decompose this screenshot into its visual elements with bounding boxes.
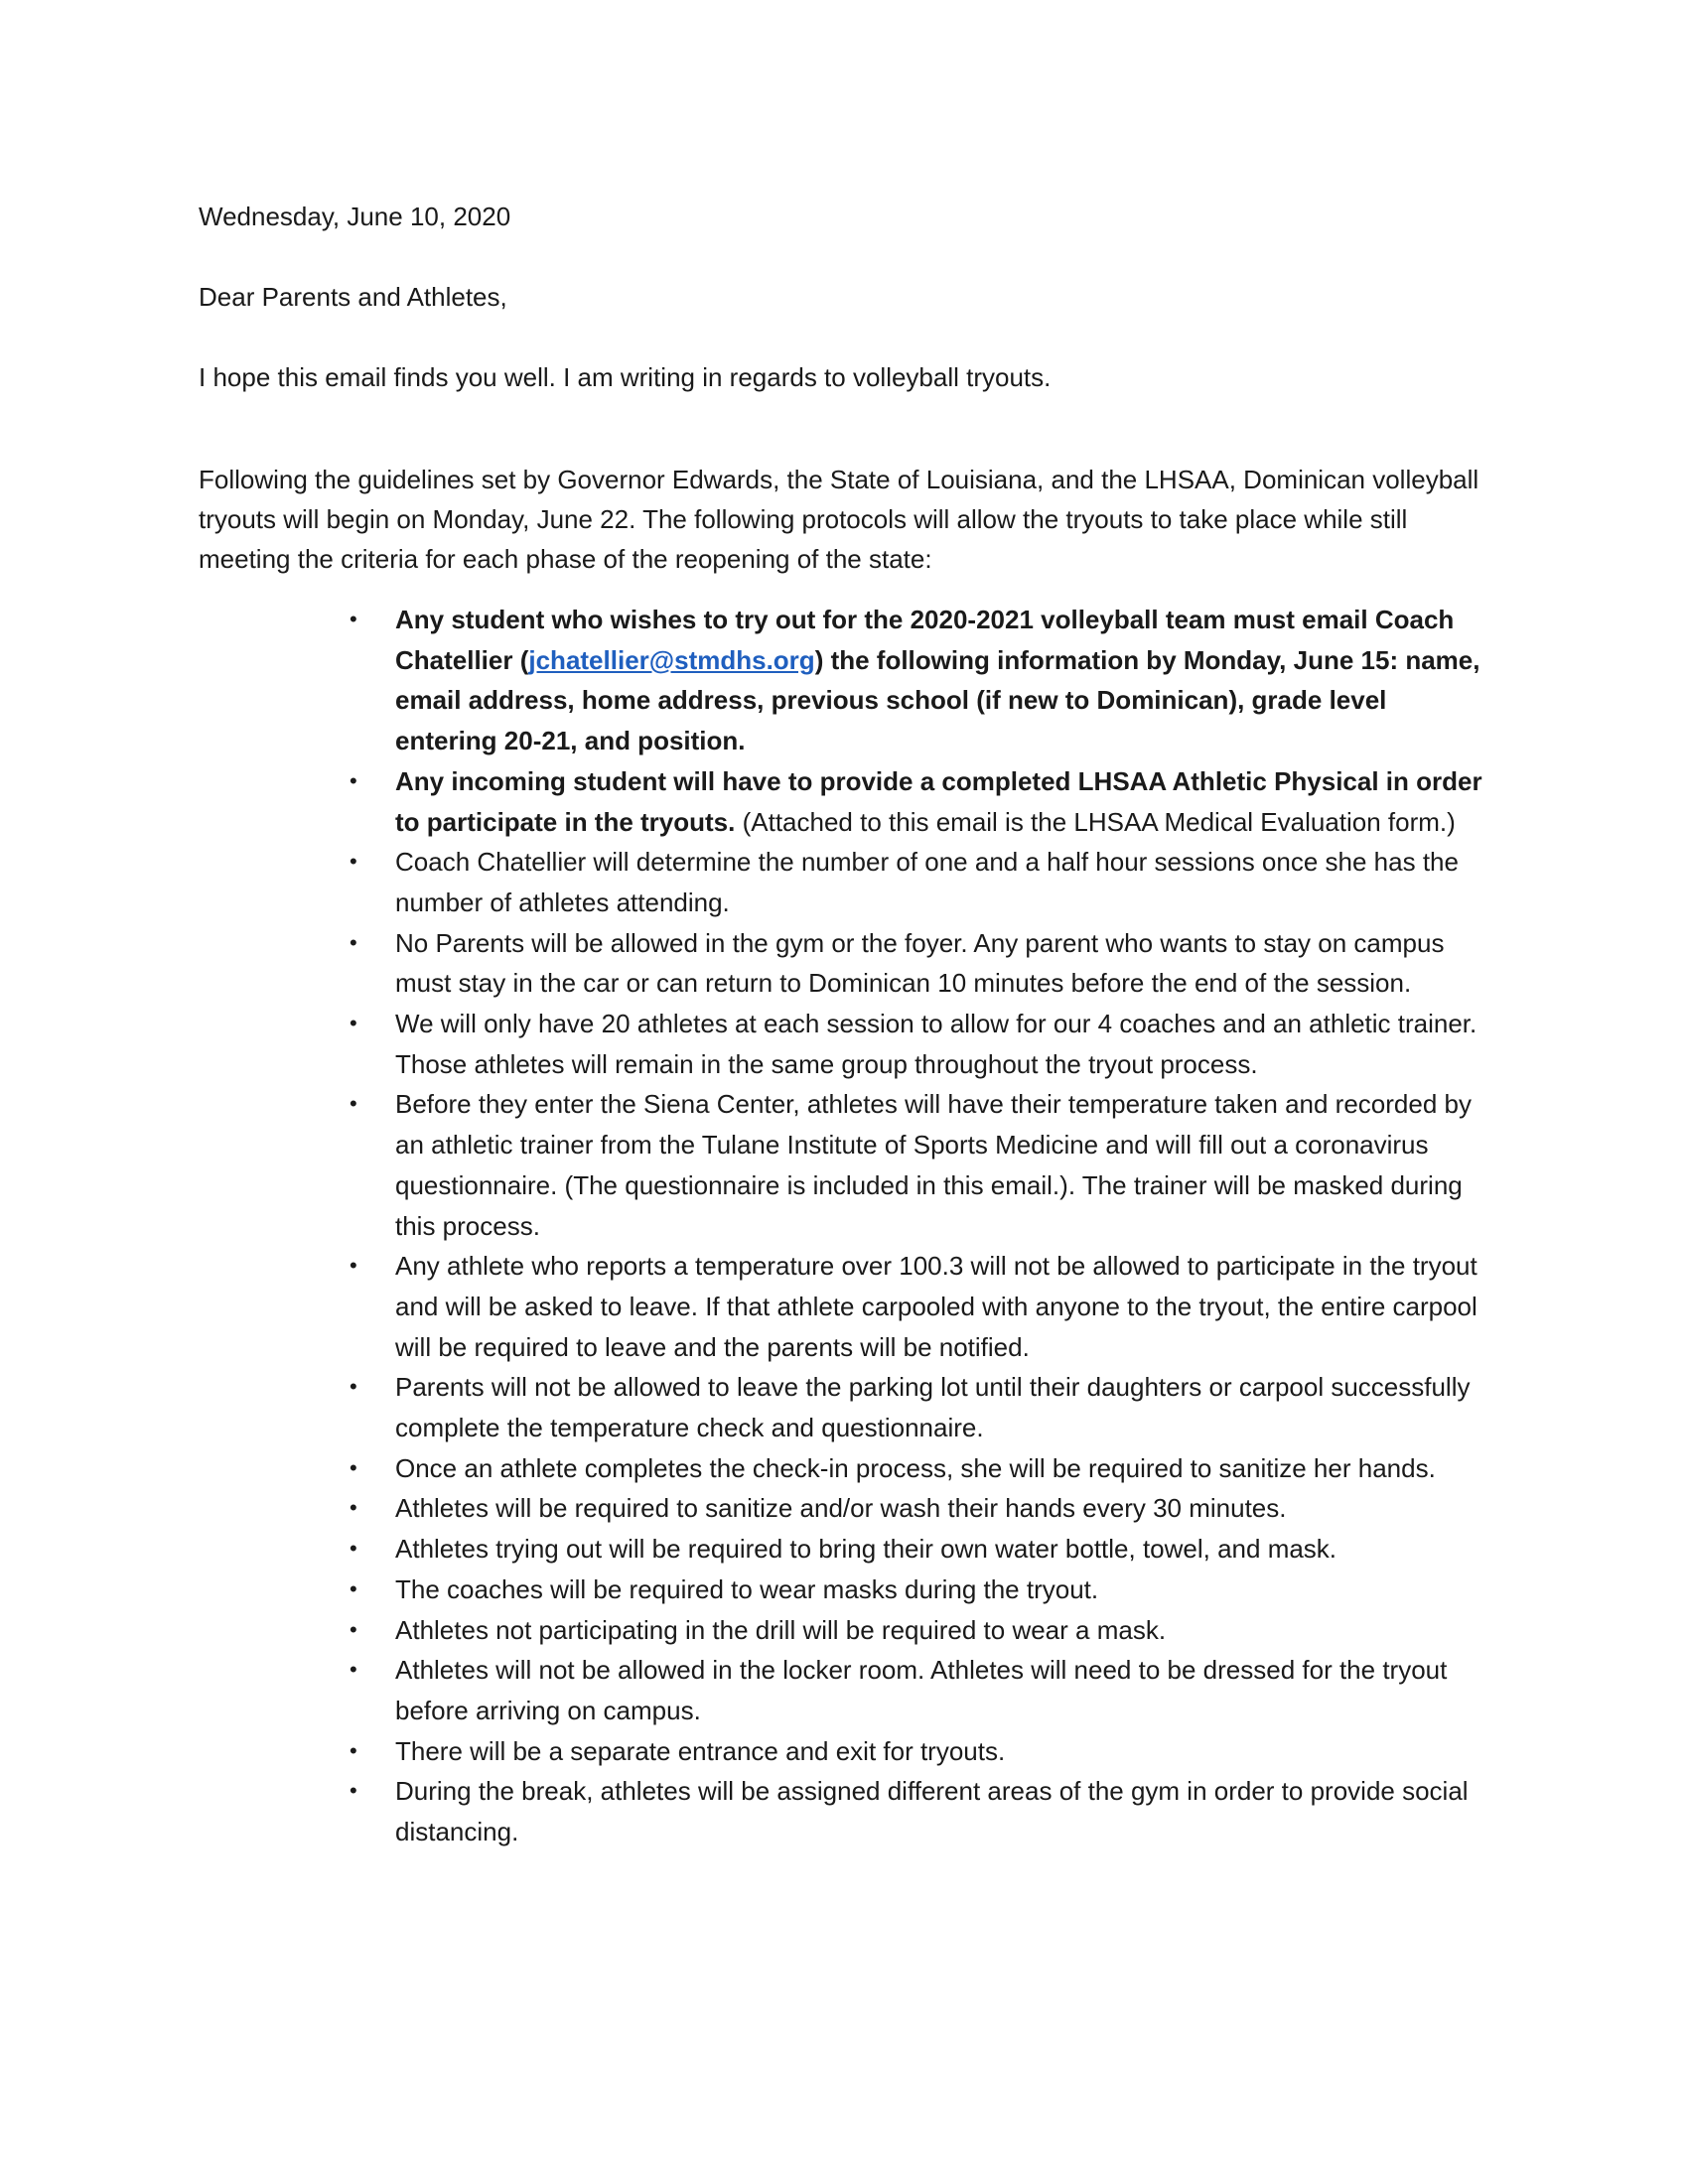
- list-item: [199, 923, 1509, 1004]
- bullet-icon: •: [350, 607, 357, 631]
- list-item: [199, 1004, 1509, 1084]
- bullet-icon: •: [350, 1374, 357, 1400]
- list-item: [199, 1488, 1509, 1529]
- bullet-icon: •: [350, 1253, 357, 1279]
- email-link[interactable]: jchatellier@stmdhs.org: [528, 644, 815, 675]
- bullet-icon: •: [350, 1657, 357, 1683]
- bullet-icon: •: [350, 1536, 357, 1562]
- list-item: [199, 1529, 1509, 1570]
- protocol-list: [199, 600, 1509, 1852]
- bullet-text: Athletes trying out will be required to bring their own water bottle, towel, and mask.: [395, 1534, 1337, 1565]
- list-item: [199, 842, 1509, 922]
- bullet-text: Once an athlete completes the check-in process, she will be required to sanitize her hands.: [395, 1452, 1436, 1483]
- bullet-text: Athletes will be required to sanitize and/or wash their hands every 30 minutes.: [395, 1493, 1287, 1524]
- bullet-text-bold: ) the following information by Monday, June 15: name, email address, home address, previous school (if new to Dominican), grade level entering 20-21, and position.: [395, 644, 1480, 756]
- bullet-icon: •: [350, 1616, 357, 1642]
- list-item: [199, 1448, 1509, 1489]
- bullet-text: The coaches will be required to wear masks during the tryout.: [395, 1573, 1099, 1604]
- bullet-icon: •: [350, 1091, 357, 1117]
- bullet-icon: •: [350, 1495, 357, 1521]
- body-paragraph: Following the guidelines set by Governor Edwards, the State of Louisiana, and the LHSAA, Dominican volleyball tryouts will begin on Monday, June 22. The following protocols will allow the tryouts to take place while still meeting the criteria for each phase of the reopening of the state:: [199, 465, 1479, 574]
- intro-paragraph: I hope this email finds you well. I am writing in regards to volleyball tryouts.: [199, 362, 1052, 392]
- bullet-text: There will be a separate entrance and exit for tryouts.: [395, 1735, 1006, 1766]
- bullet-icon: •: [350, 1454, 357, 1480]
- list-item: [199, 1771, 1509, 1851]
- bullet-text: During the break, athletes will be assigned different areas of the gym in order to provide social distancing.: [395, 1776, 1469, 1847]
- bullet-text: Any athlete who reports a temperature over 100.3 will not be allowed to participate in the tryout and will be asked to leave. If that athlete carpooled with anyone to the tryout, the entire carpool will be required to leave and the parents will be notified.: [395, 1251, 1477, 1362]
- bullet-icon: •: [350, 767, 357, 793]
- bullet-icon: •: [350, 1737, 357, 1763]
- list-item: [199, 1570, 1509, 1610]
- bullet-icon: •: [350, 1778, 357, 1804]
- bullet-icon: •: [350, 1011, 357, 1036]
- list-item: [199, 1731, 1509, 1772]
- bullet-text: (Attached to this email is the LHSAA Medical Evaluation form.): [735, 806, 1456, 837]
- list-item: [199, 1367, 1509, 1447]
- list-item: [199, 1246, 1509, 1367]
- list-item: [199, 761, 1509, 842]
- bullet-text: Parents will not be allowed to leave the parking lot until their daughters or carpool successfully complete the temperature check and questionnaire.: [395, 1372, 1471, 1443]
- bullet-text-bold: Any student who wishes to try out for the 2020-2021 volleyball team must email Coach Chatellier (: [395, 605, 1455, 675]
- letter-date: Wednesday, June 10, 2020: [199, 202, 511, 231]
- list-item: [199, 600, 1509, 761]
- bullet-icon: •: [350, 1575, 357, 1601]
- salutation: Dear Parents and Athletes,: [199, 282, 507, 312]
- bullet-text: No Parents will be allowed in the gym or the foyer. Any parent who wants to stay on campus must stay in the car or can return to Dominican 10 minutes before the end of the session.: [395, 927, 1445, 999]
- bullet-text: Coach Chatellier will determine the number of one and a half hour sessions once she has the number of athletes attending.: [395, 847, 1459, 917]
- bullet-icon: •: [350, 929, 357, 955]
- bullet-text: Before they enter the Siena Center, athletes will have their temperature taken and recorded by an athletic trainer from the Tulane Institute of Sports Medicine and will fill out a coronavirus questionnaire. (The questionnaire is included in this email.). The trainer will be masked during this process.: [395, 1089, 1472, 1241]
- bullet-text: We will only have 20 athletes at each session to allow for our 4 coaches and an athletic trainer. Those athletes will remain in the same group throughout the tryout process.: [395, 1009, 1477, 1079]
- bullet-icon: •: [350, 849, 357, 875]
- bullet-text-bold: Any incoming student will have to provide a completed LHSAA Athletic Physical in order to participate in the tryouts.: [395, 765, 1482, 837]
- bullet-text: Athletes not participating in the drill will be required to wear a mask.: [395, 1614, 1167, 1645]
- list-item: [199, 1650, 1509, 1730]
- list-item: [199, 1610, 1509, 1651]
- bullet-text: Athletes will not be allowed in the locker room. Athletes will need to be dressed for the tryout before arriving on campus.: [395, 1655, 1448, 1725]
- list-item: [199, 1084, 1509, 1246]
